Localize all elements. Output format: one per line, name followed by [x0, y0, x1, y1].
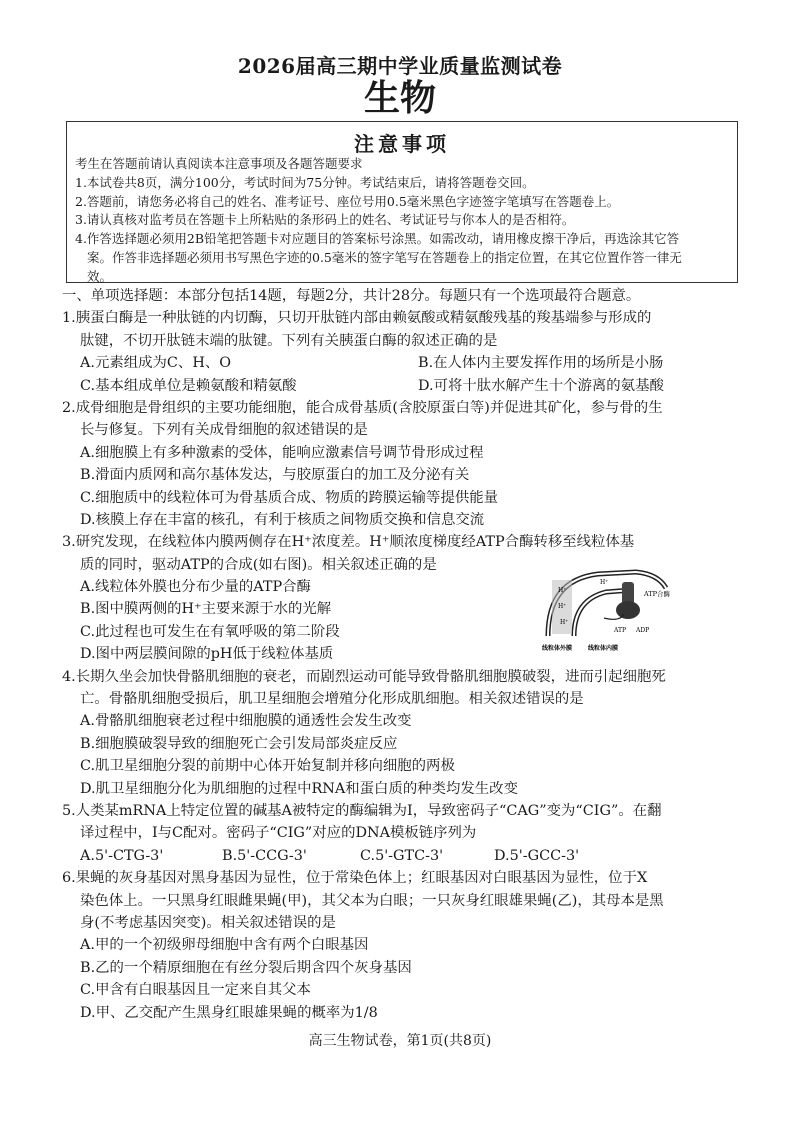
question-stem: 长与修复。下列有关成骨细胞的叙述错误的是	[80, 422, 368, 439]
option-d: D.5'-GCC-3'	[494, 847, 580, 864]
atp-synthase-label: ATP合酶	[644, 590, 671, 598]
option-d: D.图中两层膜间隙的pH低于线粒体基质	[80, 646, 334, 663]
option-a: A.骨骼肌细胞衰老过程中细胞膜的通透性会发生改变	[80, 713, 412, 730]
option-row	[62, 845, 742, 867]
adp-label: ADP	[636, 627, 650, 634]
question-stem: 亡。骨骼肌细胞受损后，肌卫星细胞会增殖分化形成肌细胞。相关叙述错误的是	[80, 691, 584, 708]
question-stem: 2.成骨细胞是骨组织的主要功能细胞，能合成骨基质(含胶原蛋白等)并促进其矿化，参与骨的生	[62, 399, 663, 416]
option-a: A.线粒体外膜也分布少量的ATP合酶	[80, 579, 311, 596]
atp-synthase-stalk	[622, 582, 634, 604]
notice-line: 考生在答题前请认真阅读本注意事项及各题答题要求	[75, 156, 363, 171]
option-c: C.基本组成单位是赖氨酸和精氨酸	[80, 377, 297, 394]
option-d: D.肌卫星细胞分化为肌细胞的过程中RNA和蛋白质的种类均发生改变	[80, 780, 518, 797]
question-stem: 4.长期久坐会加快骨骼肌细胞的衰老，而剧烈运动可能导致骨骼肌细胞膜破裂，进而引起细胞死	[62, 668, 666, 685]
question-stem: 身(不考虑基因突变)。相关叙述错误的是	[80, 914, 336, 931]
atp-synthase-head	[616, 601, 640, 619]
question-stem: 染色体上。一只黑身红眼雌果蝇(甲)，其父本为白眼；一只灰身红眼雄果蝇(乙)，其母本是黑	[80, 892, 664, 909]
page-footer: 高三生物试卷，第1页(共8页)	[308, 1033, 492, 1049]
option-a: A.细胞膜上有多种激素的受体，能响应激素信号调节骨形成过程	[80, 444, 484, 461]
mitochondria-atp-synthase-figure	[540, 566, 680, 658]
inner-membrane-label: 线粒体内膜	[588, 645, 619, 652]
question-stem: 6.果蝇的灰身基因对黑身基因为显性，位于常染色体上；红眼基因对白眼基因为显性，位于X	[62, 870, 648, 887]
question-5	[62, 800, 742, 867]
option-c: C.此过程也可发生在有氧呼吸的第二阶段	[80, 623, 340, 640]
notice-line: 案。作答非选择题必须用书写黑色字迹的0.5毫米的签字笔写在答题卷上的指定位置，在其它位置作答一律无	[87, 249, 682, 265]
question-6	[62, 867, 742, 1024]
option-d: D.核膜上存在丰富的核孔，有利于核质之间物质交换和信息交流	[80, 511, 485, 528]
option-row	[62, 352, 742, 374]
notice-line: 1.本试卷共8页，满分100分，考试时间为75分钟。考试结束后，请将答题卷交回。	[75, 174, 535, 190]
option-b: B.细胞膜破裂导致的细胞死亡会引发局部炎症反应	[80, 735, 398, 752]
notice-line: 2.答题前，请您务必将自己的姓名、准考证号、座位号用0.5毫米黑色字迹签字笔填写在答题卷上。	[75, 193, 620, 209]
option-c: C.肌卫星细胞分裂的前期中心体开始复制并移向细胞的两极	[80, 758, 455, 775]
question-stem: 5.人类某mRNA上特定位置的碱基A被特定的酶编辑为I，导致密码子“CAG”变为“CIG”。在翻	[62, 802, 662, 819]
question-2	[62, 397, 742, 531]
notice-box	[66, 121, 738, 283]
option-b: B.滑面内质网和高尔基体发达，与胶原蛋白的加工及分泌有关	[80, 467, 470, 484]
option-c: C.5'-GTC-3'	[360, 847, 444, 864]
option-c: C.细胞质中的线粒体可为骨基质合成、物质的跨膜运输等提供能量	[80, 489, 499, 506]
option-c: C.甲含有白眼基因且一定来自其父本	[80, 982, 311, 999]
question-stem: 质的同时，驱动ATP的合成(如右图)。相关叙述正确的是	[80, 556, 437, 573]
section-heading: 一、单项选择题：本部分包括14题，每题2分，共计28分。每题只有一个选项最符合题意。	[62, 288, 641, 304]
question-stem: 1.胰蛋白酶是一种肽链的内切酶，只切开肽链内部由赖氨酸或精氨酸残基的羧基端参与形成的	[62, 310, 652, 327]
option-b: B.乙的一个精原细胞在有丝分裂后期含四个灰身基因	[80, 959, 412, 976]
option-d: D.甲、乙交配产生黑身红眼雄果蝇的概率为1/8	[80, 1004, 378, 1021]
outer-membrane-label: 线粒体外膜	[542, 645, 573, 652]
option-a: A.甲的一个初级卵母细胞中含有两个白眼基因	[80, 937, 369, 954]
h-plus-label: H⁺	[558, 603, 567, 610]
h-plus-label: H⁺	[558, 587, 567, 594]
notice-line: 4.作答选择题必须用2B铅笔把答题卡对应题目的答案标号涂黑。如需改动，请用橡皮擦干净后，再选涂其它答	[75, 231, 680, 247]
option-a: A.元素组成为C、H、O	[80, 355, 232, 372]
question-stem: 肽键，不切开肽链末端的肽键。下列有关胰蛋白酶的叙述正确的是	[80, 332, 498, 349]
option-b: B.5'-CCG-3'	[222, 847, 307, 864]
notice-heading: 注意事项	[354, 132, 450, 156]
question-4	[62, 666, 742, 800]
option-a: A.5'-CTG-3'	[80, 847, 164, 864]
option-row	[62, 375, 742, 397]
h-plus-label: H⁺	[560, 619, 569, 626]
exam-title: 2026届高三期中学业质量监测试卷	[237, 54, 563, 78]
notice-lines	[75, 155, 729, 287]
atp-label: ATP	[614, 627, 627, 634]
subject-title: 生物	[363, 78, 436, 119]
question-stem: 译过程中，I与C配对。密码子“CIG”对应的DNA模板链序列为	[80, 825, 477, 842]
option-b: B.图中膜两侧的H⁺主要来源于水的光解	[80, 601, 332, 618]
notice-line: 效。	[87, 268, 113, 284]
h-plus-label: H⁺	[600, 579, 609, 586]
option-b: B.在人体内主要发挥作用的场所是小肠	[418, 355, 664, 372]
notice-line: 3.请认真核对监考员在答题卡上所粘贴的条形码上的姓名、考试证号与你本人的是否相符。	[75, 212, 575, 228]
question-1	[62, 307, 742, 397]
question-stem: 3.研究发现，在线粒体内膜两侧存在H⁺浓度差。H⁺顺浓度梯度经ATP合酶转移至线粒体基	[62, 534, 635, 551]
option-d: D.可将十肽水解产生十个游离的氨基酸	[418, 377, 664, 394]
